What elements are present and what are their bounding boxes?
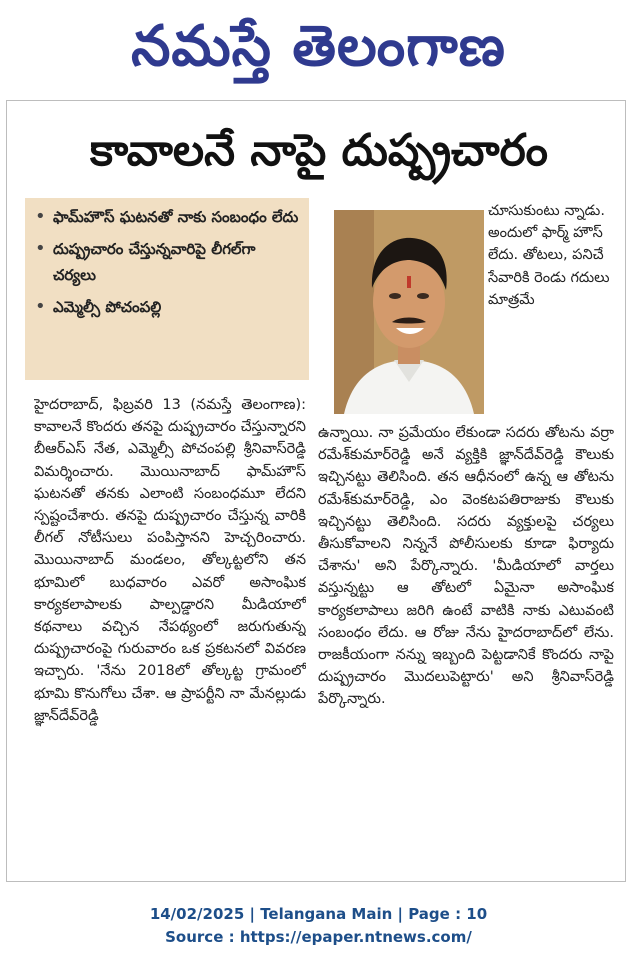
highlight-text: ఎమ్మెల్సీ పోచంపల్లి — [53, 298, 162, 316]
article-body-right: ఉన్నాయి. నా ప్రమేయం లేకుండా సదరు తోటను వర్రా రమేశ్‌కుమార్‌రెడ్డి అనే వ్యక్తికి జ్ఞాన్‌దేవ్‌రెడ్డి కౌలుకు ఇచ్చినట్టు తెలిసింది. తన ఆధీనంలో ఉన్న ఆ తోటను రమేశ్‌కుమార్‌రెడ్డి, ఎం వెంకటపతిరాజుకు కౌలుకు ఇచ్చినట్టు తెలిసింది. సదరు వ్యక్తులపై చర్యలు తీసుకోవాలని నిన్ననే పోలీసులకు కూడా ఫిర్యాదు చేశాను' అని పేర్కొన్నారు. 'మీడియాలో వార్తలు వస్తున్నట్టు ఆ తోటలో ఏమైనా అసాంఘిక కార్యకలాపాలు జరిగి ఉంటే వాటికి నాకు ఎటువంటి సంబంధం లేదు. ఆ రోజు నేను హైదరాబాద్‌లో లేను. రాజకీయంగా నన్ను ఇబ్బంది పెట్టడానికే కొందరు నాపై దుష్ప్రచారం మొదలుపెట్టారు' అని శ్రీనివాస్‌రెడ్డి పేర్కొన్నారు. — [318, 425, 614, 708]
article-headline: కావాలనే నాపై దుష్ప్రచారం — [90, 125, 548, 176]
highlight-item — [35, 236, 301, 288]
newspaper-masthead: నమస్తే తెలంగాణ — [131, 13, 506, 79]
portrait-photo — [334, 210, 484, 414]
highlight-item — [35, 204, 301, 230]
edition-info: 14/02/2025 | Telangana Main | Page : 10 — [149, 905, 488, 923]
bullet-icon: • — [35, 238, 46, 259]
article-body-right-top: చూసుకుంటు న్నాడు. అందులో ఫార్మ్ హౌస్ లేదు. తోటలు, పనిచే సేవారికి రెండు గదులు మాత్రమే — [488, 203, 610, 308]
highlight-text: ఫామ్‌హౌస్ ఘటనతో నాకు సంబంధం లేదు — [53, 208, 299, 226]
highlight-item — [35, 294, 301, 320]
highlights-box — [25, 198, 309, 380]
highlight-text: దుష్ప్రచారం చేస్తున్నవారిపై లీగల్‌గా చర్యలు — [53, 240, 256, 284]
article-body-left: హైదరాబాద్, ఫిబ్రవరి 13 (నమస్తే తెలంగాణ): కావాలనే కొందరు తనపై దుష్ప్రచారం చేస్తున్నారని బీఆర్ఎస్ నేత, ఎమ్మెల్సీ పోచంపల్లి శ్రీనివాస్‌రెడ్డి విమర్శించారు. మొయినాబాద్ ఫామ్‌హౌస్ ఘటనతో తనకు ఎలాంటి సంబంధమూ లేదని స్పష్టంచేశారు. తనపై దుష్ప్రచారం చేస్తున్న వారికి లీగల్ నోటీసులు పంపిస్తానని హెచ్చరించారు. మొయినాబాద్ మండలం, తోల్కట్టలోని తన భూమిలో బుధవారం ఎవరో అసాంఘిక కార్యకలాపాలకు పాల్పడ్డారని మీడియాలో కథనాలు వచ్చిన నేపథ్యంలో జరుగుతున్న దుష్ప్రచారంపై గురువారం ఒక ప్రకటనలో వివరణ ఇచ్చారు. 'నేను 2018లో తోల్కట్ట గ్రామంలో భూమి కొనుగోలు చేశా. ఆ ప్రాపర్టీని నా మేనల్లుడు జ్ఞాన్‌దేవ్‌రెడ్డి — [34, 397, 306, 724]
bullet-icon: • — [35, 296, 46, 317]
bullet-icon: • — [35, 206, 46, 227]
source-link[interactable]: Source : https://epaper.ntnews.com/ — [165, 928, 472, 946]
